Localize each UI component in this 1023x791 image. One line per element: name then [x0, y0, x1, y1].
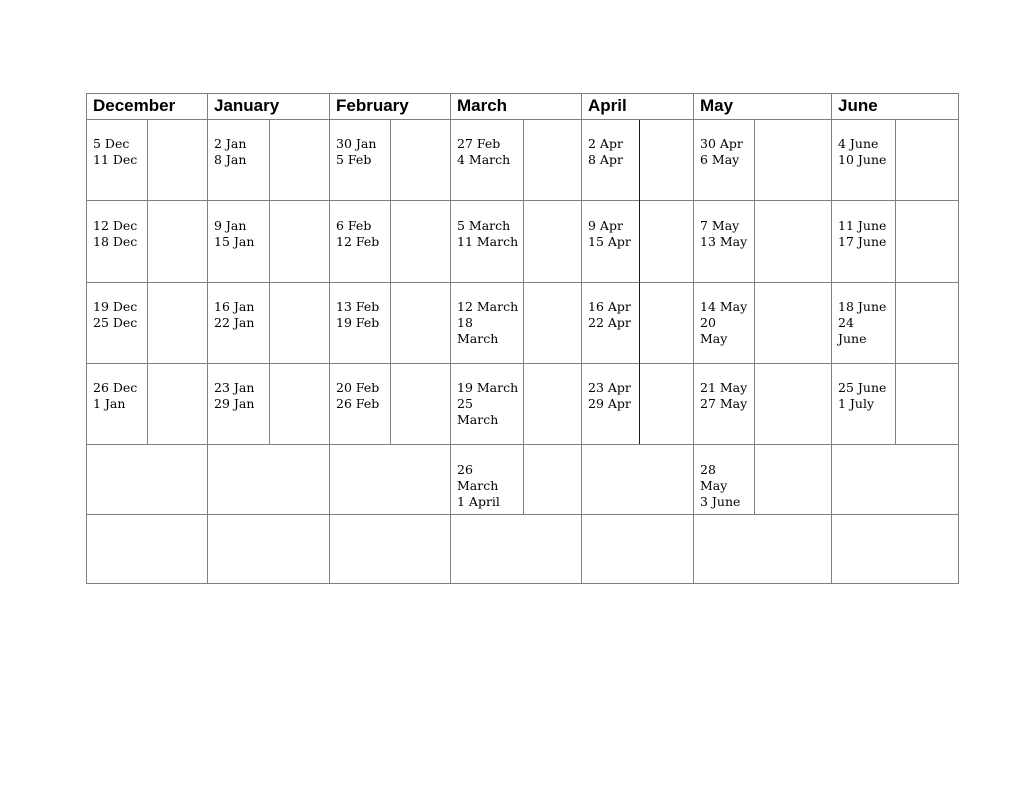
week-cell: 4 June 10 June: [838, 136, 887, 167]
column-divider: [207, 94, 208, 583]
week-cell: 23 Apr 29 Apr: [588, 380, 631, 411]
sub-column-divider: [269, 120, 270, 444]
sub-column-divider: [754, 120, 755, 514]
week-cell: 16 Apr 22 Apr: [588, 299, 631, 330]
week-cell: 19 March 25 March: [457, 380, 519, 427]
month-header-may: May: [700, 96, 734, 115]
month-header-january: January: [214, 96, 280, 115]
sub-column-divider: [523, 120, 524, 514]
week-cell: 13 Feb 19 Feb: [336, 299, 380, 330]
week-cell: 5 March 11 March: [457, 218, 519, 249]
week-cell: 19 Dec 25 Dec: [93, 299, 138, 330]
sub-column-divider: [147, 120, 148, 444]
week-cell: 27 Feb 4 March: [457, 136, 511, 167]
week-cell: 7 May 13 May: [700, 218, 748, 249]
column-divider: [329, 94, 330, 583]
week-cell: 18 June 24 June: [838, 299, 887, 346]
week-cell: 12 Dec 18 Dec: [93, 218, 138, 249]
week-cell: 23 Jan 29 Jan: [214, 380, 255, 411]
month-header-february: February: [336, 96, 409, 115]
week-cell: 26 March 1 April: [457, 462, 500, 509]
column-divider: [581, 94, 582, 583]
month-header-june: June: [838, 96, 878, 115]
week-cell: 6 Feb 12 Feb: [336, 218, 380, 249]
column-divider: [450, 94, 451, 583]
week-cell: 11 June 17 June: [838, 218, 887, 249]
week-cell: 2 Jan 8 Jan: [214, 136, 247, 167]
week-cell: 25 June 1 July: [838, 380, 887, 411]
row-divider: [87, 514, 958, 515]
week-cell: 16 Jan 22 Jan: [214, 299, 255, 330]
week-cell: 14 May 20 May: [700, 299, 748, 346]
sub-column-divider: [895, 120, 896, 444]
week-cell: 5 Dec 11 Dec: [93, 136, 138, 167]
week-cell: 30 Apr 6 May: [700, 136, 743, 167]
week-cell: 9 Apr 15 Apr: [588, 218, 631, 249]
week-cell: 28 May 3 June: [700, 462, 741, 509]
month-header-march: March: [457, 96, 508, 115]
calendar-grid: [86, 93, 959, 584]
sub-column-divider: [390, 120, 391, 444]
sub-column-divider: [639, 120, 640, 444]
week-cell: 26 Dec 1 Jan: [93, 380, 138, 411]
week-cell: 30 Jan 5 Feb: [336, 136, 377, 167]
column-divider: [693, 94, 694, 583]
week-cell: 20 Feb 26 Feb: [336, 380, 380, 411]
week-cell: 21 May 27 May: [700, 380, 748, 411]
week-cell: 12 March 18 March: [457, 299, 519, 346]
week-cell: 9 Jan 15 Jan: [214, 218, 255, 249]
month-header-december: December: [93, 96, 176, 115]
week-cell: 2 Apr 8 Apr: [588, 136, 623, 167]
month-header-april: April: [588, 96, 627, 115]
column-divider: [831, 94, 832, 583]
